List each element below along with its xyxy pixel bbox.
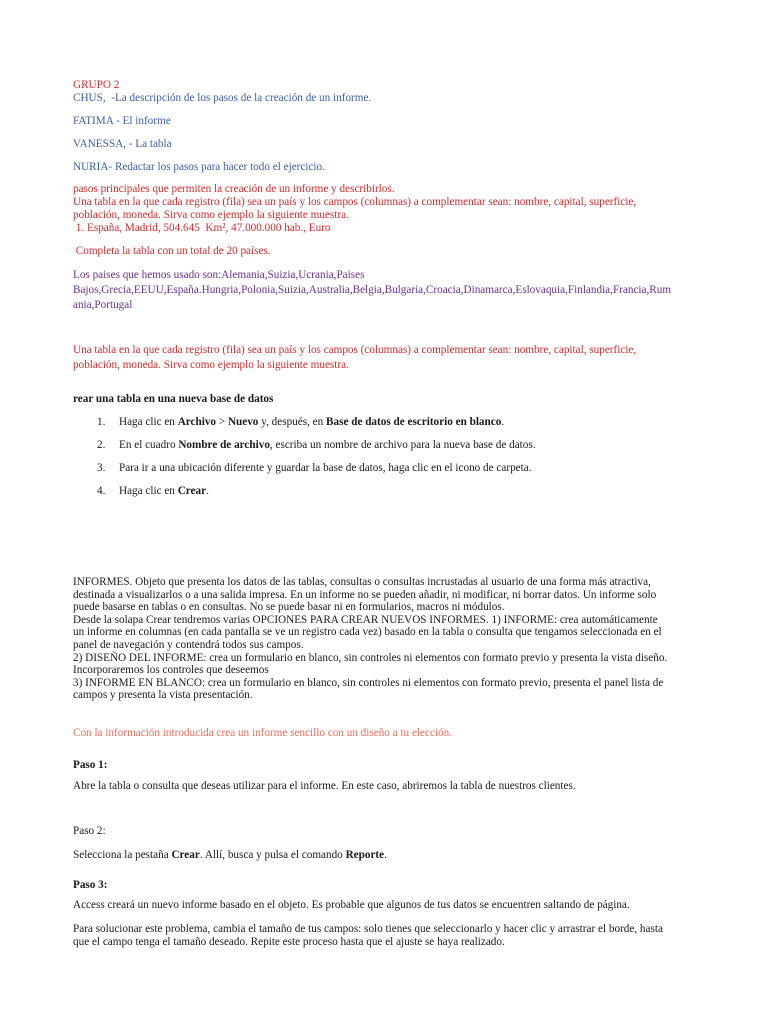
intro-line-4: 1. España, Madrid, 504.645 Km², 47.000.000 hab., Euro <box>73 222 331 234</box>
step-text: Para ir a una ubicación diferente y guardar la base de datos, haga clic en el icono de carpeta. <box>119 462 532 474</box>
informes-line: un informe en columnas (en cada pantalla se ve un registro cada vez) basado en la tabla o consulta que tengamos seleccionada en el <box>73 626 662 639</box>
informes-line: panel de navegación y contendrá todos sus campos. <box>73 638 304 651</box>
list-item <box>73 439 713 452</box>
step-text: Haga clic en <box>119 485 178 497</box>
paso-3-title: Paso 3: <box>73 879 108 891</box>
step-bold: Crear <box>177 485 207 497</box>
step-text: , escriba un nombre de archivo para la nueva base de datos. <box>269 439 536 451</box>
step-text: > <box>216 416 228 428</box>
step-text: . <box>206 485 209 497</box>
paso-2-text-part: . Allí, busca y pulsa el comando <box>199 849 346 861</box>
member-chus: CHUS, -La descripción de los pasos de la creación de un informe. <box>73 92 372 104</box>
countries-line-3: ania,Portugal <box>73 299 133 311</box>
paso-2-text-part: . <box>384 849 387 861</box>
informes-line: 3) INFORME EN BLANCO: crea un formulario en blanco, sin controles ni elementos con formato previo, presenta el panel lista de <box>73 676 664 689</box>
list-item <box>73 485 713 498</box>
step-bold: Base de datos de escritorio en blanco <box>326 416 502 428</box>
informes-line: INFORMES. Objeto que presenta los datos de las tablas, consultas o consultas incrustadas al usuario de una forma más atractiva, <box>73 576 651 588</box>
informes-line: Desde la solapa Crear tendremos varias OPCIONES PARA CREAR NUEVOS INFORMES. 1) INFORME: crea automáticamente <box>73 613 658 626</box>
step-bold: Nuevo <box>227 416 259 428</box>
countries-line-1: Los paises que hemos usado son:Alemania,Suizia,Ucrania,Paises <box>73 269 365 281</box>
informes-line: campos y presenta la vista presentación. <box>73 689 253 702</box>
intro-line-2: Una tabla en la que cada registro (fila) sea un país y los campos (columnas) a complementar sean: nombre, capital, superficie, <box>73 196 637 208</box>
list-number: 1. <box>97 416 106 428</box>
repeat-block <box>73 343 636 373</box>
list-item <box>73 416 713 429</box>
member-fatima: FATIMA - El informe <box>73 115 171 127</box>
countries-block <box>73 268 671 313</box>
list-number: 3. <box>97 462 106 474</box>
step-text: En el cuadro <box>119 439 179 451</box>
paso-2-text <box>73 849 387 862</box>
list-number: 2. <box>97 439 106 451</box>
informes-line: puede basarse en tablas o en consultas. No se puede basar ni en formularios, macros ni módulos. <box>73 601 505 614</box>
paso-3-text: Access creará un nuevo informe basado en el objeto. Es probable que algunos de tus datos se encuentren saltando de página. <box>73 899 630 911</box>
create-table-heading: rear una tabla en una nueva base de datos <box>73 393 274 405</box>
complete-table-line: Completa la tabla con un total de 20 países. <box>73 245 271 257</box>
step-bold: Nombre de archivo <box>178 439 270 451</box>
step-text: y, después, en <box>258 416 327 428</box>
paso-3-para-1: Para solucionar este problema, cambia el tamaño de tus campos: solo tienes que seleccionarlo y hacer clic y arrastrar el borde, hasta <box>73 923 663 935</box>
informes-line: Incorporaremos los controles que deseemos <box>73 664 269 677</box>
intro-line-1: pasos principales que permiten la creación de un informe y describirlos. <box>73 183 395 195</box>
step-text: . <box>501 416 505 428</box>
group-title: GRUPO 2 <box>73 79 120 91</box>
intro-line-3: población, moneda. Sirva como ejemplo la siguiente muestra. <box>73 209 349 221</box>
intro-block <box>73 183 636 235</box>
step-bold: Archivo <box>177 416 217 428</box>
paso-3-para-2: que el campo tenga el tamaño deseado. Repite este proceso hasta que el ajuste se haya realizado. <box>73 936 505 948</box>
paso-2-bold: Crear <box>171 849 200 861</box>
repeat-line-1: Una tabla en la que cada registro (fila) sea un país y los campos (columnas) a complementar sean: nombre, capital, superficie, <box>73 344 637 356</box>
list-item <box>73 462 713 475</box>
member-nuria: NURIA- Redactar los pasos para hacer todo el ejercicio. <box>73 161 325 173</box>
paso-2-bold: Reporte <box>345 849 385 861</box>
paso-1-text: Abre la tabla o consulta que deseas utilizar para el informe. En este caso, abriremos la tabla de nuestros clientes. <box>73 780 576 792</box>
list-number: 4. <box>97 485 106 497</box>
step-text: Haga clic en <box>119 416 178 428</box>
paso-2-title: Paso 2: <box>73 825 106 837</box>
info-line: Con la información introducida crea un informe sencillo con un diseño a tu elección. <box>73 727 453 739</box>
informes-line: 2) DISEÑO DEL INFORME: crea un formulario en blanco, sin controles ni elementos con formato previo y presenta la vista diseño. <box>73 651 668 664</box>
paso-1-title: Paso 1: <box>73 759 108 771</box>
paso-2-text-part: Selecciona la pestaña <box>73 849 172 861</box>
informes-block <box>73 576 667 702</box>
repeat-line-2: población, moneda. Sirva como ejemplo la siguiente muestra. <box>73 359 349 371</box>
informes-line: destinada a visualizarlos o a una salida impresa. En un informe no se pueden añadir, ni modificar, ni borrar datos. Un informe solo <box>73 588 657 601</box>
countries-line-2: Bajos,Grecia,EEUU,España.Hungria,Polonia,Suizia,Australia,Belgia,Bulgaria,Croacia,Dinamarca,Eslovaquia,Finlandia,Francia,Rum <box>73 284 672 296</box>
create-steps-list <box>73 416 713 498</box>
member-vanessa: VANESSA, - La tabla <box>73 138 172 150</box>
